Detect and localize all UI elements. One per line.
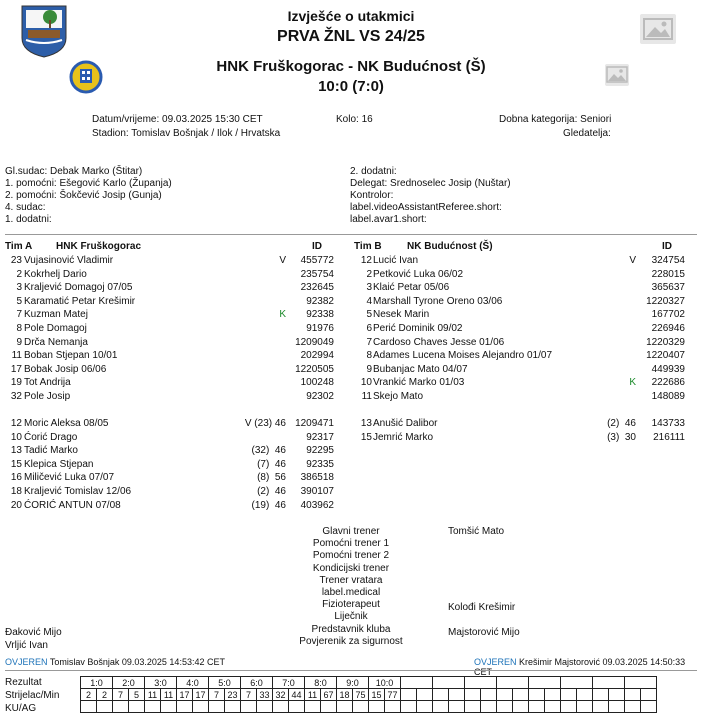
- player-number: 11: [11, 350, 22, 362]
- player-number: 13: [10, 445, 22, 457]
- empty-cell: [417, 689, 433, 701]
- player-mark: (19) 46: [251, 499, 286, 511]
- empty-cell: [113, 701, 129, 713]
- staff-role: label.medical: [321, 587, 381, 598]
- score-cell: 2:0: [113, 677, 145, 689]
- player-id: 91976: [306, 323, 334, 334]
- player-number: 18: [10, 486, 22, 497]
- scorer-minute-cell: 67: [321, 689, 337, 701]
- empty-cell: [625, 677, 657, 689]
- official-line: 4. sudac:: [5, 202, 46, 213]
- player-number: 13: [360, 418, 372, 429]
- empty-cell: [593, 689, 609, 701]
- player-mark: (2) 46: [607, 418, 636, 429]
- player-name: Bobak Josip 06/06: [24, 363, 107, 375]
- scorer-number-cell: 17: [177, 689, 193, 701]
- empty-cell: [513, 701, 529, 713]
- verified-right-tag: OVJEREN: [474, 657, 517, 667]
- staff-role: Povjerenik za sigurnost: [299, 635, 403, 647]
- player-name: Boban Stjepan 10/01: [24, 350, 118, 362]
- empty-cell: [257, 701, 273, 713]
- player-row: [0, 322, 702, 335]
- player-name: Vrankić Marko 01/03: [373, 377, 465, 389]
- empty-cell: [337, 701, 353, 713]
- empty-cell: [465, 689, 481, 701]
- player-mark: V: [629, 255, 636, 266]
- player-row: [0, 349, 702, 362]
- player-number: 2: [16, 268, 22, 280]
- empty-cell: [273, 701, 289, 713]
- player-name: Miličević Luka 07/07: [24, 472, 115, 484]
- player-name: Perić Dominik 09/02: [373, 323, 463, 334]
- staff-role: Liječnik: [334, 611, 368, 623]
- empty-cell: [513, 689, 529, 701]
- empty-cell: [449, 689, 465, 701]
- player-row: [0, 431, 702, 444]
- player-row: [0, 499, 702, 512]
- player-number: 19: [10, 377, 22, 389]
- verified-left: [5, 657, 225, 667]
- player-id: 1209049: [295, 336, 334, 348]
- scorer-number-cell: 11: [305, 689, 321, 701]
- empty-cell: [593, 701, 609, 713]
- player-name: Klaić Petar 05/06: [373, 282, 450, 294]
- player-id: 228015: [651, 268, 685, 280]
- verified-right-text: Krešimir Majstorović 09.03.2025 14:50:33 CET: [474, 657, 686, 677]
- empty-cell: [417, 701, 433, 713]
- scorer-number-cell: 7: [209, 689, 225, 701]
- team-b-club-rep: Majstorović Mijo: [448, 627, 520, 638]
- empty-cell: [529, 701, 545, 713]
- results-label: Strijelac/Min: [5, 690, 60, 701]
- player-name: Skejo Mato: [373, 391, 424, 402]
- player-row: [0, 254, 702, 267]
- empty-cell: [481, 689, 497, 701]
- results-labels: [5, 676, 59, 715]
- spectators: Gledatelja:: [563, 128, 611, 139]
- empty-cell: [545, 689, 561, 701]
- scorer-minute-cell: 77: [385, 689, 401, 701]
- player-name: Kokrhelj Dario: [24, 268, 87, 280]
- empty-cell: [225, 701, 241, 713]
- player-number: 6: [366, 323, 372, 334]
- verified-left-tag: OVJEREN: [5, 657, 48, 667]
- officials-left: [5, 166, 172, 226]
- team-a-id-header: ID: [312, 241, 322, 252]
- scorer-minute-cell: 5: [129, 689, 145, 701]
- player-number: 9: [16, 336, 22, 348]
- empty-cell: [401, 701, 417, 713]
- empty-cell: [609, 701, 625, 713]
- report-title: Izvješće o utakmici: [287, 8, 415, 24]
- age-category: Dobna kategorija: Seniori: [499, 114, 612, 125]
- scorer-number-cell: 15: [369, 689, 385, 701]
- player-name: Moric Aleksa 08/05: [24, 418, 109, 429]
- empty-cell: [561, 677, 593, 689]
- verified-right: [474, 657, 702, 677]
- empty-cell: [321, 701, 337, 713]
- player-mark: (2) 46: [257, 486, 286, 497]
- player-row: [0, 417, 702, 430]
- player-id: 148089: [651, 391, 685, 402]
- player-name: Klepica Stjepan: [24, 458, 94, 470]
- player-mark: (3) 30: [607, 431, 636, 443]
- empty-cell: [497, 677, 529, 689]
- player-name: Anušić Dalibor: [373, 418, 438, 429]
- staff-role: Glavni trener: [322, 526, 380, 537]
- player-name: Drča Nemanja: [24, 336, 88, 348]
- player-name: Petković Luka 06/02: [373, 268, 464, 280]
- score-cell: 5:0: [209, 677, 241, 689]
- player-row: [0, 295, 702, 308]
- score-cell: 1:0: [81, 677, 113, 689]
- team-b-name: NK Budućnost (Š): [407, 241, 493, 252]
- empty-cell: [641, 689, 657, 701]
- player-number: 3: [16, 282, 22, 294]
- score-cell: 10:0: [369, 677, 401, 689]
- empty-cell: [625, 689, 641, 701]
- empty-cell: [353, 701, 369, 713]
- scorer-minute-cell: 33: [257, 689, 273, 701]
- empty-cell: [625, 701, 641, 713]
- player-name: Bubanjac Mato 04/07: [373, 363, 468, 375]
- player-name: Nesek Marin: [373, 309, 430, 321]
- empty-cell: [433, 689, 449, 701]
- player-row: [0, 308, 702, 321]
- player-id: 235754: [300, 268, 334, 280]
- team-b-head-coach: Tomšić Mato: [448, 526, 505, 537]
- player-name: Jemrić Marko: [373, 431, 434, 443]
- empty-cell: [369, 701, 385, 713]
- official-line: 2. dodatni:: [350, 166, 397, 177]
- official-line: label.avar1.short:: [350, 214, 427, 225]
- empty-cell: [481, 701, 497, 713]
- player-number: 12: [10, 418, 22, 429]
- player-number: 5: [16, 295, 22, 307]
- player-row: [0, 336, 702, 349]
- team-a-name: HNK Fruškogorac: [56, 241, 142, 252]
- empty-cell: [145, 701, 161, 713]
- player-row: [0, 485, 702, 498]
- official-line: Kontrolor:: [350, 190, 394, 201]
- empty-cell: [209, 701, 225, 713]
- empty-cell: [177, 701, 193, 713]
- empty-cell: [129, 701, 145, 713]
- staff-role: Predstavnik kluba: [311, 623, 391, 635]
- player-number: 16: [10, 472, 22, 484]
- empty-cell: [561, 689, 577, 701]
- score-cell: 8:0: [305, 677, 337, 689]
- scorer-minute-cell: 75: [353, 689, 369, 701]
- player-id: 1209471: [295, 418, 334, 429]
- team-b-label: Tim B: [354, 241, 382, 252]
- player-id: 365637: [651, 282, 685, 294]
- player-id: 232645: [300, 282, 334, 294]
- empty-cell: [609, 689, 625, 701]
- staff-role: Trener vratara: [319, 574, 383, 586]
- player-mark: K: [279, 309, 286, 321]
- player-number: 7: [366, 336, 372, 348]
- empty-cell: [289, 701, 305, 713]
- scorer-number-cell: 18: [337, 689, 353, 701]
- player-row: [0, 390, 702, 403]
- player-number: 10: [10, 431, 22, 443]
- player-id: 202994: [300, 350, 334, 362]
- match-stadium: Stadion: Tomislav Bošnjak / Ilok / Hrvatska: [92, 128, 281, 139]
- player-number: 17: [10, 363, 22, 375]
- player-name: Adames Lucena Moises Alejandro 01/07: [373, 350, 553, 362]
- player-id: 167702: [651, 309, 685, 321]
- results-label: KU/AG: [5, 703, 37, 714]
- match-title: HNK Fruškogorac - NK Budućnost (Š): [216, 58, 486, 75]
- scorer-number-cell: 2: [81, 689, 97, 701]
- player-id: 403962: [300, 499, 334, 511]
- player-number: 8: [366, 350, 372, 362]
- player-id: 92295: [306, 445, 334, 457]
- divider: [5, 234, 697, 235]
- empty-cell: [433, 677, 465, 689]
- player-name: Vujasinović Vladimir: [24, 255, 114, 266]
- results-table: [80, 676, 657, 713]
- player-number: 9: [366, 363, 372, 375]
- empty-cell: [305, 701, 321, 713]
- player-row: [0, 444, 702, 457]
- empty-cell: [529, 689, 545, 701]
- official-line: 1. pomoćni: Ešegović Karlo (Županja): [5, 178, 172, 189]
- scorer-number-cell: 7: [241, 689, 257, 701]
- player-name: Kraljević Tomislav 12/06: [24, 486, 132, 497]
- player-id: 1220505: [295, 363, 334, 375]
- player-number: 8: [16, 323, 22, 334]
- official-line: 1. dodatni:: [5, 214, 52, 225]
- match-score: 10:0 (7:0): [318, 78, 384, 95]
- player-id: 222686: [651, 377, 685, 389]
- staff-role: Fizioterapeut: [322, 599, 380, 611]
- score-cell: 4:0: [177, 677, 209, 689]
- player-name: Ćorić Drago: [24, 431, 78, 443]
- empty-cell: [641, 701, 657, 713]
- player-number: 2: [366, 268, 372, 280]
- staff-role: Pomoćni trener 1: [312, 538, 390, 550]
- player-number: 5: [366, 309, 372, 321]
- score-cell: 7:0: [273, 677, 305, 689]
- player-name: Lucić Ivan: [373, 255, 419, 266]
- score-cell: 6:0: [241, 677, 273, 689]
- player-id: 143733: [651, 418, 685, 429]
- player-row: [0, 471, 702, 484]
- empty-cell: [97, 701, 113, 713]
- empty-cell: [561, 701, 577, 713]
- player-id: 92317: [306, 431, 334, 443]
- player-id: 455772: [300, 255, 334, 266]
- player-number: 3: [366, 282, 372, 294]
- empty-cell: [497, 689, 513, 701]
- team-a-security: Vrljić Ivan: [5, 640, 48, 651]
- verified-left-text: Tomislav Bošnjak 09.03.2025 14:53:42 CET: [49, 657, 225, 667]
- player-mark: (7) 46: [257, 458, 286, 470]
- player-id: 226946: [651, 323, 685, 334]
- empty-cell: [465, 701, 481, 713]
- officials-right: [350, 166, 511, 226]
- player-id: 386518: [300, 472, 334, 484]
- scorer-minute-cell: 23: [225, 689, 241, 701]
- player-name: Karamatić Petar Krešimir: [24, 295, 136, 307]
- empty-cell: [577, 689, 593, 701]
- player-number: 20: [10, 499, 22, 511]
- player-id: 390107: [300, 486, 334, 497]
- empty-cell: [577, 701, 593, 713]
- empty-cell: [433, 701, 449, 713]
- player-name: Kraljević Domagoj 07/05: [24, 282, 133, 294]
- player-name: ĆORIĆ ANTUN 07/08: [24, 499, 121, 511]
- player-number: 12: [360, 255, 372, 266]
- player-row: [0, 363, 702, 376]
- results-label: Rezultat: [5, 677, 42, 688]
- empty-cell: [593, 677, 625, 689]
- team-b-id-header: ID: [662, 241, 672, 252]
- official-line: Delegat: Srednoselec Josip (Nuštar): [350, 178, 511, 189]
- player-mark: K: [629, 377, 636, 389]
- scorer-number-cell: 7: [113, 689, 129, 701]
- player-id: 216111: [653, 431, 685, 443]
- empty-cell: [401, 677, 433, 689]
- player-number: 11: [361, 391, 372, 402]
- player-row: [0, 268, 702, 281]
- player-id: 449939: [651, 363, 685, 375]
- empty-cell: [81, 701, 97, 713]
- empty-cell: [193, 701, 209, 713]
- player-number: 10: [360, 377, 372, 389]
- team-b-physio: Kolođi Krešimir: [448, 602, 516, 613]
- scorer-number-cell: 32: [273, 689, 289, 701]
- player-name: Pole Josip: [24, 391, 71, 402]
- player-mark: V (23) 46: [244, 418, 286, 429]
- player-id: 324754: [651, 255, 685, 266]
- player-number: 7: [16, 309, 22, 321]
- player-id: 92382: [306, 295, 334, 307]
- player-id: 1220329: [646, 336, 685, 348]
- staff-role: Kondicijski trener: [312, 562, 390, 574]
- player-name: Cardoso Chaves Jesse 01/06: [373, 336, 505, 348]
- empty-cell: [241, 701, 257, 713]
- score-cell: 3:0: [145, 677, 177, 689]
- empty-cell: [465, 677, 497, 689]
- scorer-minute-cell: 11: [161, 689, 177, 701]
- official-line: Gl.sudac: Debak Marko (Štitar): [5, 166, 143, 177]
- score-cell: 9:0: [337, 677, 369, 689]
- player-id: 92335: [306, 458, 334, 470]
- player-name: Pole Domagoj: [24, 323, 87, 334]
- empty-cell: [449, 701, 465, 713]
- player-id: 1220407: [646, 350, 685, 362]
- player-row: [0, 376, 702, 389]
- player-row: [0, 281, 702, 294]
- official-line: label.videoAssistantReferee.short:: [350, 202, 502, 213]
- staff-role: Pomoćni trener 2: [312, 550, 390, 562]
- player-number: 15: [10, 458, 22, 470]
- player-row: [0, 458, 702, 471]
- scorer-minute-cell: 2: [97, 689, 113, 701]
- player-id: 100248: [300, 377, 334, 389]
- player-name: Tot Andrija: [24, 377, 71, 389]
- player-name: Marshall Tyrone Oreno 03/06: [373, 295, 503, 307]
- player-mark: V: [279, 255, 286, 266]
- team-a-label: Tim A: [5, 241, 33, 252]
- player-mark: (8) 56: [257, 472, 286, 484]
- player-id: 1220327: [646, 295, 685, 307]
- empty-cell: [529, 677, 561, 689]
- scorer-number-cell: 11: [145, 689, 161, 701]
- competition-title: PRVA ŽNL VS 24/25: [277, 28, 425, 45]
- player-number: 23: [10, 255, 22, 266]
- match-round: Kolo: 16: [336, 114, 373, 125]
- empty-cell: [401, 689, 417, 701]
- player-name: Kuzman Matej: [24, 309, 88, 321]
- scorer-minute-cell: 44: [289, 689, 305, 701]
- empty-cell: [497, 701, 513, 713]
- team-a-club-rep: Đaković Mijo: [5, 627, 62, 638]
- player-id: 92338: [306, 309, 334, 321]
- empty-cell: [385, 701, 401, 713]
- player-number: 4: [366, 295, 372, 307]
- player-number: 32: [10, 391, 22, 402]
- match-datetime: Datum/vrijeme: 09.03.2025 15:30 CET: [92, 114, 263, 125]
- empty-cell: [161, 701, 177, 713]
- divider: [5, 670, 697, 671]
- player-name: Tadić Marko: [24, 445, 78, 457]
- scorer-minute-cell: 17: [193, 689, 209, 701]
- player-id: 92302: [306, 391, 334, 402]
- official-line: 2. pomoćni: Šokčević Josip (Gunja): [5, 190, 162, 201]
- empty-cell: [545, 701, 561, 713]
- player-number: 15: [360, 431, 372, 443]
- player-mark: (32) 46: [251, 445, 286, 457]
